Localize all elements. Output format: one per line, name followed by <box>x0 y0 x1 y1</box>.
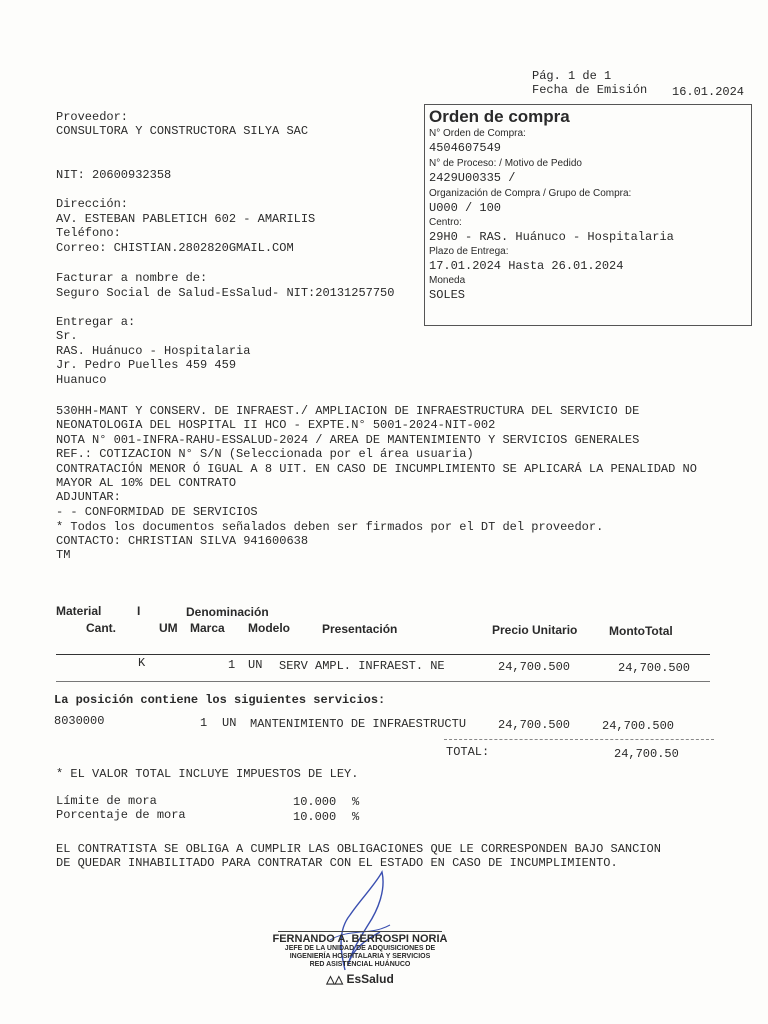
service-desc: MANTENIMIENTO DE INFRAESTRUCTU <box>250 717 467 731</box>
deadline-label: Plazo de Entrega: <box>429 246 509 257</box>
supplier-address: AV. ESTEBAN PABLETICH 602 - AMARILIS <box>56 212 316 226</box>
issue-date: 16.01.2024 <box>672 85 745 99</box>
description-line: CONTACTO: CHRISTIAN SILVA 941600638 <box>56 534 309 548</box>
signature-line <box>278 931 442 932</box>
org-label: Organización de Compra / Grupo de Compra: <box>429 188 632 199</box>
page-number: Pág. 1 de 1 <box>532 69 612 83</box>
item-qty: 1 <box>228 658 236 672</box>
penalty-unit: % <box>352 795 360 809</box>
service-code: 8030000 <box>54 714 105 728</box>
currency-value: SOLES <box>429 288 466 302</box>
item-total: 24,700.500 <box>618 661 691 675</box>
penalty-value: 10.000 <box>293 810 337 824</box>
header-monto: MontoTotal <box>609 624 673 638</box>
description-line: 530HH-MANT Y CONSERV. DE INFRAEST./ AMPLIACION DE INFRAESTRUCTURA DEL SERVICIO DE <box>56 404 640 418</box>
service-price: 24,700.500 <box>498 718 571 732</box>
center-label: Centro: <box>429 217 462 228</box>
penalty-value: 10.000 <box>293 795 337 809</box>
header-presentacion: Presentación <box>322 622 398 636</box>
tax-note: * EL VALOR TOTAL INCLUYE IMPUESTOS DE LEY. <box>56 767 359 781</box>
header-material: Material <box>56 604 102 618</box>
supplier-name: CONSULTORA Y CONSTRUCTORA SILYA SAC <box>56 124 309 138</box>
description-line: NOTA N° 001-INFRA-RAHU-ESSALUD-2024 / AREA DE MANTENIMIENTO Y SERVICIOS GENERALES <box>56 433 640 447</box>
description-line: - - CONFORMIDAD DE SERVICIOS <box>56 505 258 519</box>
service-um: UN <box>222 716 237 730</box>
delivery-line: Huanuco <box>56 373 107 387</box>
order-title: Orden de compra <box>429 107 570 126</box>
description-line: * Todos los documentos señalados deben ser firmados por el DT del proveedor. <box>56 520 604 534</box>
essalud-brand: EsSalud <box>346 972 394 986</box>
description-line: NEONATOLOGIA DEL HOSPITAL II HCO - EXPTE.N° 5001-2024-NIT-002 <box>56 418 496 432</box>
header-um: UM <box>159 621 178 635</box>
billing-label: Facturar a nombre de: <box>56 271 208 285</box>
signer-title-line: INGENIERÍA HOSPITALARIA Y SERVICIOS <box>289 953 431 960</box>
services-title: La posición contiene los siguientes servicios: <box>54 693 386 707</box>
address-label: Dirección: <box>56 197 129 211</box>
delivery-line: RAS. Huánuco - Hospitalaria <box>56 344 251 358</box>
table-divider <box>56 681 710 682</box>
service-total: 24,700.500 <box>602 719 675 733</box>
process-value: 2429U00335 / <box>429 171 516 185</box>
header-precio: Precio Unitario <box>492 623 578 637</box>
item-um: UN <box>248 658 263 672</box>
header-separator: I <box>137 604 141 618</box>
closing-line: EL CONTRATISTA SE OBLIGA A CUMPLIR LAS OBLIGACIONES QUE LE CORRESPONDEN BAJO SANCION <box>56 842 661 856</box>
table-divider <box>56 654 710 655</box>
total-label: TOTAL: <box>446 745 490 759</box>
description-line: REF.: COTIZACION N° S/N (Seleccionada por el área usuaria) <box>56 447 474 461</box>
order-summary-box <box>424 104 752 326</box>
header-marca: Marca <box>190 621 225 635</box>
issue-date-label: Fecha de Emisión <box>532 83 648 97</box>
description-line: MAYOR AL 10% DEL CONTRATO <box>56 476 237 490</box>
header-denominacion: Denominación <box>186 605 269 619</box>
penalty-label: Porcentaje de mora <box>56 808 186 822</box>
process-label: N° de Proceso: / Motivo de Pedido <box>429 158 582 169</box>
order-number: 4504607549 <box>429 141 502 155</box>
item-desc: SERV AMPL. INFRAEST. NE <box>279 659 445 673</box>
header-modelo: Modelo <box>248 621 290 635</box>
total-divider <box>444 739 714 740</box>
delivery-label: Entregar a: <box>56 315 136 329</box>
delivery-line: Sr. <box>56 329 78 343</box>
order-number-label: N° Orden de Compra: <box>429 128 526 139</box>
supplier-nit: NIT: 20600932358 <box>56 168 172 182</box>
description-line: CONTRATACIÓN MENOR Ó IGUAL A 8 UIT. EN CASO DE INCUMPLIMIENTO SE APLICARÁ LA PENALIDAD NO <box>56 462 697 476</box>
item-price: 24,700.500 <box>498 660 571 674</box>
deadline-value: 17.01.2024 Hasta 26.01.2024 <box>429 259 624 273</box>
penalty-label: Límite de mora <box>56 794 157 808</box>
billing-value: Seguro Social de Salud-EsSalud- NIT:20131257750 <box>56 286 395 300</box>
phone-label: Teléfono: <box>56 226 121 240</box>
item-k: K <box>138 656 146 670</box>
description-line: ADJUNTAR: <box>56 490 121 504</box>
closing-line: DE QUEDAR INHABILITADO PARA CONTRATAR CON EL ESTADO EN CASO DE INCUMPLIMIENTO. <box>56 856 618 870</box>
signer-title-line: RED ASISTENCIAL HUÁNUCO <box>309 961 411 968</box>
total-value: 24,700.50 <box>614 747 679 761</box>
signer-title-line: JEFE DE LA UNIDAD DE ADQUISICIONES DE <box>284 945 436 952</box>
supplier-email: Correo: CHISTIAN.2802820GMAIL.COM <box>56 241 294 255</box>
header-cant: Cant. <box>86 621 116 635</box>
currency-label: Moneda <box>429 275 466 286</box>
org-value: U000 / 100 <box>429 201 502 215</box>
signer-name: FERNANDO A. BERROSPI NORIA <box>272 933 448 945</box>
delivery-line: Jr. Pedro Puelles 459 459 <box>56 358 237 372</box>
center-value: 29H0 - RAS. Huánuco - Hospitalaria <box>429 230 674 244</box>
penalty-unit: % <box>352 810 360 824</box>
supplier-label: Proveedor: <box>56 110 129 124</box>
description-line: TM <box>56 548 71 562</box>
service-qty: 1 <box>200 716 208 730</box>
essalud-logo-icon: △△ <box>326 974 344 986</box>
